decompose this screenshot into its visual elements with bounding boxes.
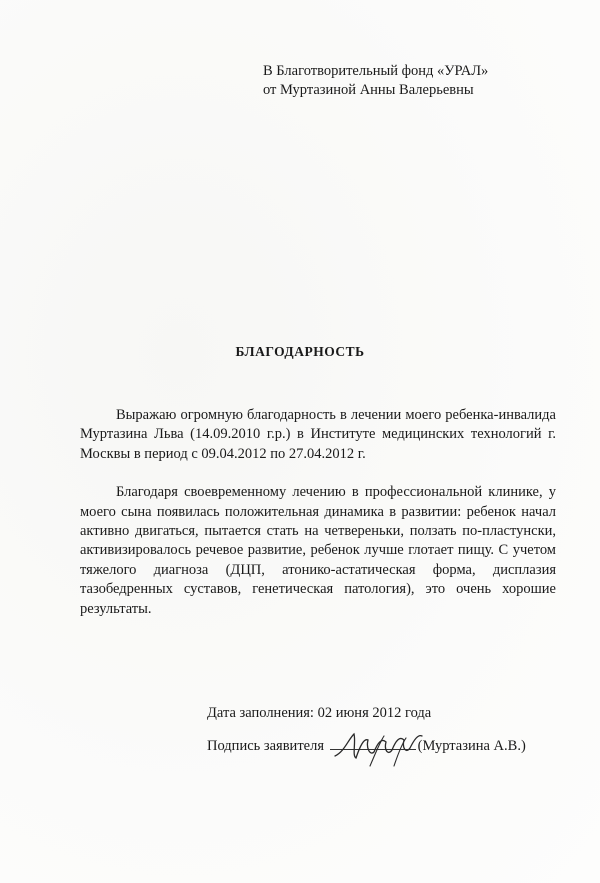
paragraph-1: Выражаю огромную благодарность в лечении моего ребенка-инвалида Муртазина Льва (14.09.2010 г.р.) в Институте медицинских технологий г. Москвы в период с 09.04.2012 по 27.04.2012 г. xyxy=(80,407,556,462)
document-title: БЛАГОДАРНОСТЬ xyxy=(235,344,365,359)
paragraph-2: Благодаря своевременному лечению в профессиональной клинике, у моего сына появилась положительная динамика в развитии: ребенок начал активно двигаться, пытается стать на четвереньки, ползать по-пластунски, активизировалось речевое развитие, ребенок лучше глотает пищу. С учетом тяжелого диагноза (ДЦП, атонико-астатическая форма, дисплазия тазобедренных суставов, генетическая патология), это очень хорошие результаты. xyxy=(80,484,556,617)
recipient-line: В Благотворительный фонд «УРАЛ» xyxy=(263,63,489,79)
addressee-block xyxy=(263,62,488,100)
sender-line: от Муртазиной Анны Валерьевны xyxy=(263,82,474,98)
fill-date: Дата заполнения: 02 июня 2012 года xyxy=(207,705,432,721)
handwritten-signature xyxy=(330,722,430,772)
signature-label: Подпись заявителя xyxy=(207,738,324,754)
signatory-name: (Муртазина А.В.) xyxy=(417,738,526,754)
letter-body xyxy=(80,406,556,619)
